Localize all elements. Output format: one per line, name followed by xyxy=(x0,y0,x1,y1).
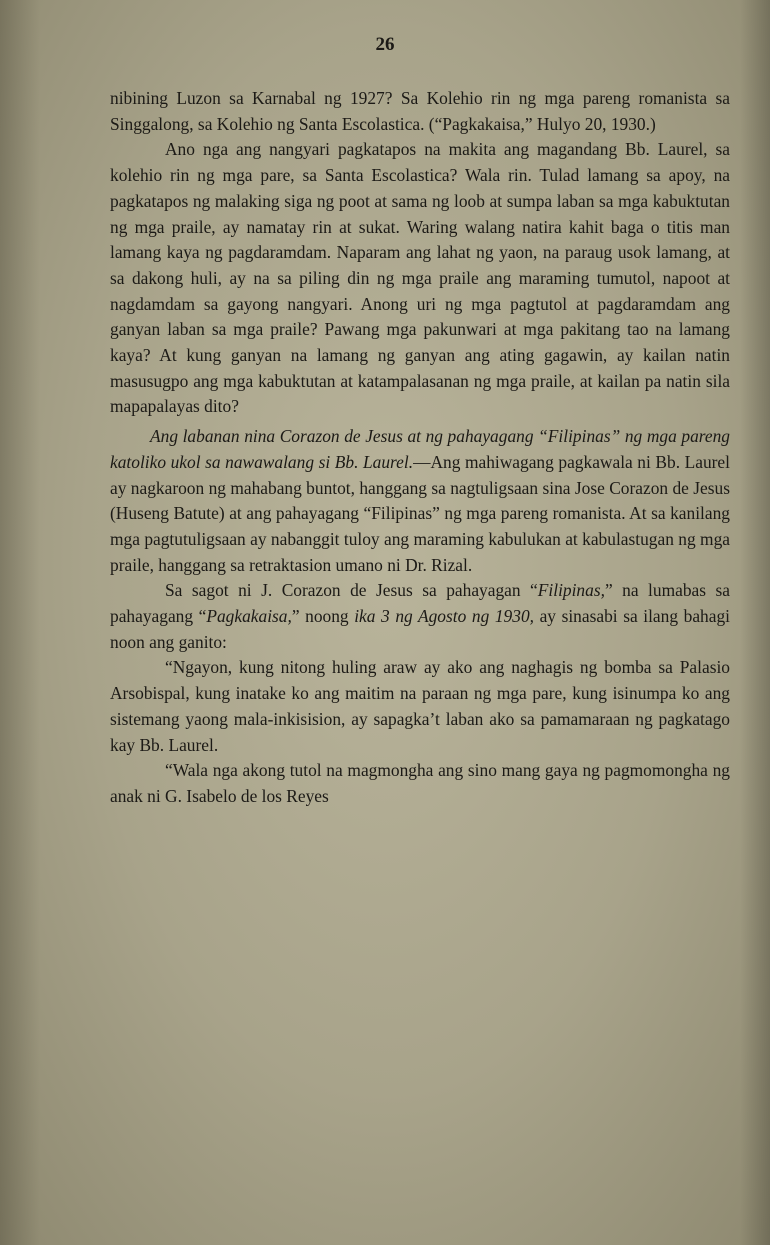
reply-text-1: Sa sagot ni J. Corazon de Jesus sa pahayagan “ xyxy=(165,580,538,601)
section-heading-body: —Ang mahiwagang pagkawala ni Bb. Laurel ay nagkaroon ng mahabang buntot, hanggang sa nagtuligsaan sina Jose Corazon de Jesus (Huseng Batute) at ang pahayagang “Filipinas” ng mga pareng romanista. At sa kanilang mga pagtutuligsaan ay nabanggit tuloy ang maraming kabulukan at kabulastugan ng mga praile, hanggang sa retraktasion umano ni Dr. Rizal. xyxy=(110,451,730,575)
reply-italic-pagkakaisa: Pagkakaisa, xyxy=(206,606,292,627)
reply-text-4: ay sinasabi sa ilang bahagi noon ang ganito: xyxy=(110,606,730,652)
paragraph-quote-wala: “Wala nga akong tutol na magmongha ang sino mang gaya ng pagmomongha ng anak ni G. Isabelo de los Reyes xyxy=(110,760,730,806)
paragraph-section-heading xyxy=(110,424,730,578)
paragraph-reply-intro xyxy=(110,578,730,655)
reply-italic-filipinas: Filipinas, xyxy=(537,580,605,601)
page-shadow-left xyxy=(0,0,40,1245)
section-heading-italic: Ang labanan nina Corazon de Jesus at ng pahayagang “Filipinas” ng mga pareng katoliko ukol sa nawawalang si Bb. Laurel. xyxy=(110,426,730,472)
page-body xyxy=(110,86,730,810)
reply-italic-date: ika 3 ng Agosto ng 1930, xyxy=(354,606,534,627)
paragraph-continuation: nibining Luzon sa Karnabal ng 1927? Sa Kolehio rin ng mga pareng romanista sa Singgalong, sa Kolehio ng Santa Escolastica. (“Pagkakaisa,” Hulyo 20, 1930.) xyxy=(110,88,730,134)
page-number: 26 xyxy=(375,34,395,55)
reply-text-3: ” noong xyxy=(291,606,355,627)
paragraph-quote-ngayon: “Ngayon, kung nitong huling araw ay ako ang naghagis ng bomba sa Palasio Arsobispal, kung inatake ko ang maitim na paraan ng mga pare, kung isinumpa ko ang sistemang yaong mala-inkisision, ay sapagka’t laban ako sa pamamaraan ng pagkatago kay Bb. Laurel. xyxy=(110,657,730,755)
reply-text-2: ” na lumabas sa pahayagang “ xyxy=(110,580,730,627)
paragraph-what-happened: Ano nga ang nangyari pagkatapos na makita ang magandang Bb. Laurel, sa kolehio rin ng mga pare, sa Santa Escolastica? Wala rin. Tulad lamang sa apoy, na pagkatapos ng malaking siga ng poot at sama ng loob at sumpa laban sa mga kabuktutan ng mga praile, ay namatay rin at sukat. Waring walang natira kahit baga o titis man lamang kaya ng pagdaramdam. Naparam ang lahat ng yaon, na paraug usok lamang, at sa dakong huli, ay na sa piling din ng mga praile ang maraming tumutol, napoot at nagdamdam sa gayong nangyari. Anong uri ng mga pagtutol at pagdaramdam ang ganyan laban sa mga praile? Pawang mga pakunwari at mga pakitang tao na lamang kaya? At kung ganyan na lamang ng ganyan ang ating gagawin, ay kailan natin masusugpo ang mga kabuktutan at katampalasanan ng mga praile, at kailan pa natin sila mapapalayas dito? xyxy=(110,139,730,417)
page-shadow-right xyxy=(740,0,770,1245)
